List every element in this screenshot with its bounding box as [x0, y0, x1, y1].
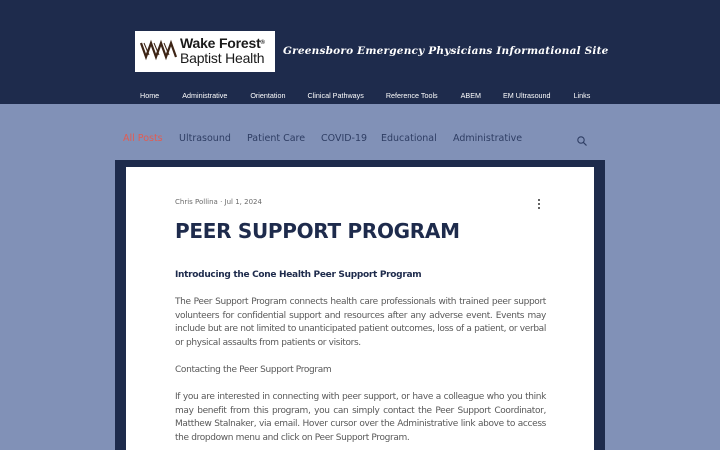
- more-vertical-icon[interactable]: [535, 198, 543, 210]
- wake-forest-logo-icon: [140, 39, 178, 61]
- post-date: Jul 1, 2024: [224, 198, 262, 206]
- meta-separator: ·: [220, 198, 223, 206]
- nav-item-clinical-pathways[interactable]: Clinical Pathways: [307, 91, 364, 100]
- site-title: Greensboro Emergency Physicians Informational Site: [283, 45, 609, 57]
- nav-item-administrative[interactable]: Administrative: [182, 91, 228, 100]
- category-ultrasound[interactable]: Ultrasound: [179, 133, 231, 144]
- category-patient-care[interactable]: Patient Care: [247, 133, 306, 144]
- logo-wordmark: [180, 36, 265, 66]
- post-paragraph-2: If you are interested in connecting with peer support, or have a colleague who you think may benefit from this program, you can simply contact the Peer Support Coordinator, Matthew Stalnaker, via email. Hover cursor over the Administrative link above to access the dropdown menu and click on Peer Support Program.: [175, 392, 546, 444]
- category-administrative[interactable]: Administrative: [453, 133, 523, 144]
- category-covid-19[interactable]: COVID-19: [321, 133, 368, 144]
- logo-registered-mark: ®: [260, 40, 265, 46]
- main-nav: [140, 91, 590, 103]
- nav-item-abem[interactable]: ABEM: [460, 91, 482, 100]
- post-meta: [175, 198, 262, 206]
- post-title: PEER SUPPORT PROGRAM: [175, 219, 460, 243]
- post-paragraph-1: The Peer Support Program connects health care professionals with trained peer support volunteers for confidential support and resources after any adverse event. Events may include but are not limited to unanticipated patient outcomes, loss of a patient, or verbal or physical assaults from patients or visitors.: [175, 297, 546, 349]
- wake-forest-logo[interactable]: [135, 31, 275, 72]
- site-header: [0, 0, 720, 104]
- logo-line1: Wake Forest: [180, 35, 261, 51]
- category-educational[interactable]: Educational: [381, 133, 437, 144]
- nav-item-home[interactable]: Home: [140, 91, 160, 100]
- post-author[interactable]: Chris Pollina: [175, 198, 218, 206]
- nav-item-reference-tools[interactable]: Reference Tools: [385, 91, 438, 100]
- logo-line2: Baptist Health: [180, 50, 265, 66]
- nav-item-links[interactable]: Links: [573, 91, 591, 100]
- nav-item-orientation[interactable]: Orientation: [250, 91, 286, 100]
- search-icon[interactable]: [576, 135, 588, 147]
- contact-heading: Contacting the Peer Support Program: [175, 365, 332, 375]
- category-all-posts[interactable]: All Posts: [123, 133, 163, 144]
- post-intro-heading: Introducing the Cone Health Peer Support Program: [175, 270, 422, 280]
- nav-item-em-ultrasound[interactable]: EM Ultrasound: [503, 91, 551, 100]
